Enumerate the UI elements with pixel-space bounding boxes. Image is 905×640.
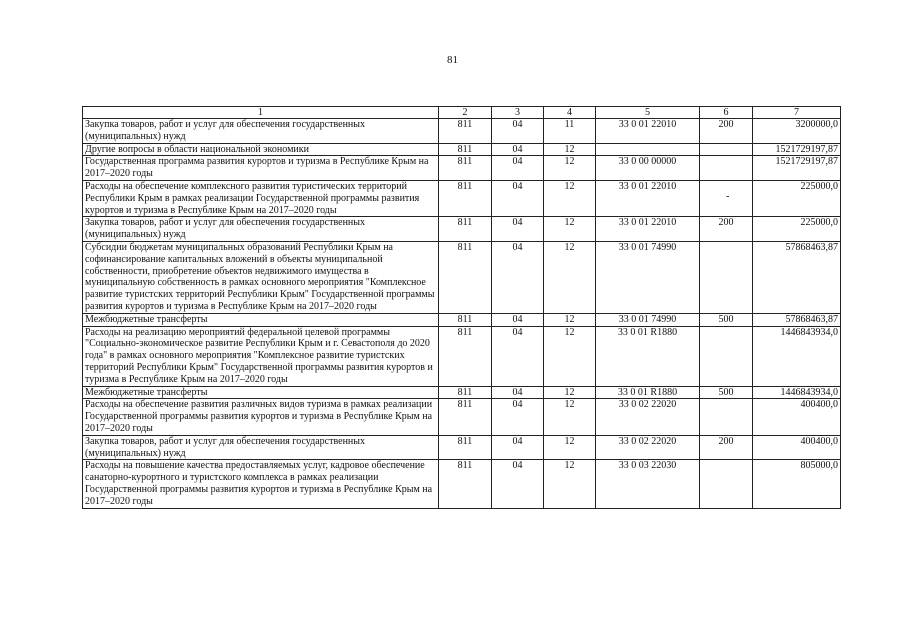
row-section: 04 [492,119,544,144]
row-target-article: 33 0 01 74990 [596,241,700,313]
row-section: 04 [492,241,544,313]
row-amount: 3200000,0 [753,119,841,144]
header-col-4: 4 [544,107,596,119]
row-amount: 1521729197,87 [753,156,841,181]
row-amount: 1521729197,87 [753,143,841,156]
header-col-3: 3 [492,107,544,119]
row-target-article: 33 0 01 74990 [596,313,700,326]
row-dept-code: 811 [439,180,492,216]
row-description: Межбюджетные трансферты [83,386,439,399]
row-section: 04 [492,156,544,181]
dash-mark: - [726,190,730,202]
row-subsection: 12 [544,326,596,386]
row-dept-code: 811 [439,460,492,508]
row-expense-type: 500 [700,313,753,326]
row-expense-type [700,143,753,156]
row-section: 04 [492,399,544,435]
row-description: Расходы на обеспечение развития различных видов туризма в рамках реализации Государственной программы развития курортов и туризма в Республике Крым на 2017–2020 годы [83,399,439,435]
row-target-article: 33 0 01 22010 [596,180,700,216]
row-amount: 805000,0 [753,460,841,508]
row-section: 04 [492,386,544,399]
row-target-article: 33 0 01 R1880 [596,326,700,386]
row-expense-type [700,156,753,181]
row-expense-type: 200 [700,119,753,144]
row-expense-type [700,180,753,216]
row-expense-type [700,460,753,508]
row-dept-code: 811 [439,435,492,460]
row-target-article: 33 0 02 22020 [596,399,700,435]
page-number: 81 [447,54,458,66]
row-description: Расходы на обеспечение комплексного развития туристических территорий Республики Крым в рамках реализации Государственной программы развития курортов и туризма в Республике Крым на 2017–2020 годы [83,180,439,216]
row-subsection: 11 [544,119,596,144]
row-target-article: 33 0 03 22030 [596,460,700,508]
table-row [83,435,841,460]
row-description: Закупка товаров, работ и услуг для обеспечения государственных (муниципальных) нужд [83,217,439,242]
row-amount: 57868463,87 [753,241,841,313]
row-subsection: 12 [544,460,596,508]
table-row [83,313,841,326]
row-dept-code: 811 [439,119,492,144]
row-target-article: 33 0 00 00000 [596,156,700,181]
row-target-article: 33 0 02 22020 [596,435,700,460]
row-section: 04 [492,326,544,386]
row-description: Межбюджетные трансферты [83,313,439,326]
budget-table [82,106,841,509]
row-description: Субсидии бюджетам муниципальных образований Республики Крым на софинансирование капитальных вложений в объекты муниципальной собственности, приобретение объектов недвижимого имущества в муниципальную собственность в рамках основного мероприятия "Комплексное развитие туристских территорий Республики Крым" Государственной программы развития курортов и туризма в Республике Крым на 2017–2020 годы [83,241,439,313]
row-subsection: 12 [544,180,596,216]
row-subsection: 12 [544,399,596,435]
row-expense-type: 200 [700,217,753,242]
row-dept-code: 811 [439,217,492,242]
table-row [83,460,841,508]
row-section: 04 [492,435,544,460]
row-target-article: 33 0 01 22010 [596,217,700,242]
row-amount: 57868463,87 [753,313,841,326]
row-subsection: 12 [544,217,596,242]
table-row [83,241,841,313]
table-row [83,156,841,181]
row-section: 04 [492,180,544,216]
header-col-5: 5 [596,107,700,119]
row-dept-code: 811 [439,386,492,399]
table-row [83,180,841,216]
table-row [83,119,841,144]
row-amount: 225000,0 [753,217,841,242]
header-row [83,107,841,119]
row-target-article: 33 0 01 R1880 [596,386,700,399]
header-col-7: 7 [753,107,841,119]
row-dept-code: 811 [439,156,492,181]
row-description: Закупка товаров, работ и услуг для обеспечения государственных (муниципальных) нужд [83,119,439,144]
row-amount: 1446843934,0 [753,326,841,386]
row-description: Государственная программа развития курортов и туризма в Республике Крым на 2017–2020 годы [83,156,439,181]
table-row [83,386,841,399]
row-description: Другие вопросы в области национальной экономики [83,143,439,156]
table-row [83,143,841,156]
header-col-1: 1 [83,107,439,119]
row-amount: 400400,0 [753,435,841,460]
row-description: Закупка товаров, работ и услуг для обеспечения государственных (муниципальных) нужд [83,435,439,460]
row-subsection: 12 [544,386,596,399]
row-subsection: 12 [544,156,596,181]
row-dept-code: 811 [439,241,492,313]
row-description: Расходы на реализацию мероприятий федеральной целевой программы "Социально-экономическое развитие Республики Крым и г. Севастополя до 2020 года" в рамках основного мероприятия "Комплексное развитие туристских территорий Республики Крым" Государственной программы развития курортов и туризма в Республике Крым на 2017–2020 годы [83,326,439,386]
row-expense-type: 500 [700,386,753,399]
row-dept-code: 811 [439,143,492,156]
table-row [83,217,841,242]
row-description: Расходы на повышение качества предоставляемых услуг, кадровое обеспечение санаторно-курортного и туристского комплекса в рамках реализации Государственной программы развития курортов и туризма в Республике Крым на 2017–2020 годы [83,460,439,508]
row-target-article: 33 0 01 22010 [596,119,700,144]
row-section: 04 [492,217,544,242]
row-section: 04 [492,460,544,508]
row-subsection: 12 [544,241,596,313]
header-col-2: 2 [439,107,492,119]
row-dept-code: 811 [439,313,492,326]
row-amount: 225000,0 [753,180,841,216]
table-row [83,326,841,386]
row-subsection: 12 [544,313,596,326]
row-section: 04 [492,313,544,326]
row-amount: 400400,0 [753,399,841,435]
row-expense-type: 200 [700,435,753,460]
table-row [83,399,841,435]
row-dept-code: 811 [439,399,492,435]
header-col-6: 6 [700,107,753,119]
row-subsection: 12 [544,143,596,156]
row-expense-type [700,326,753,386]
row-expense-type [700,241,753,313]
row-section: 04 [492,143,544,156]
row-subsection: 12 [544,435,596,460]
row-expense-type [700,399,753,435]
row-target-article [596,143,700,156]
row-amount: 1446843934,0 [753,386,841,399]
row-dept-code: 811 [439,326,492,386]
